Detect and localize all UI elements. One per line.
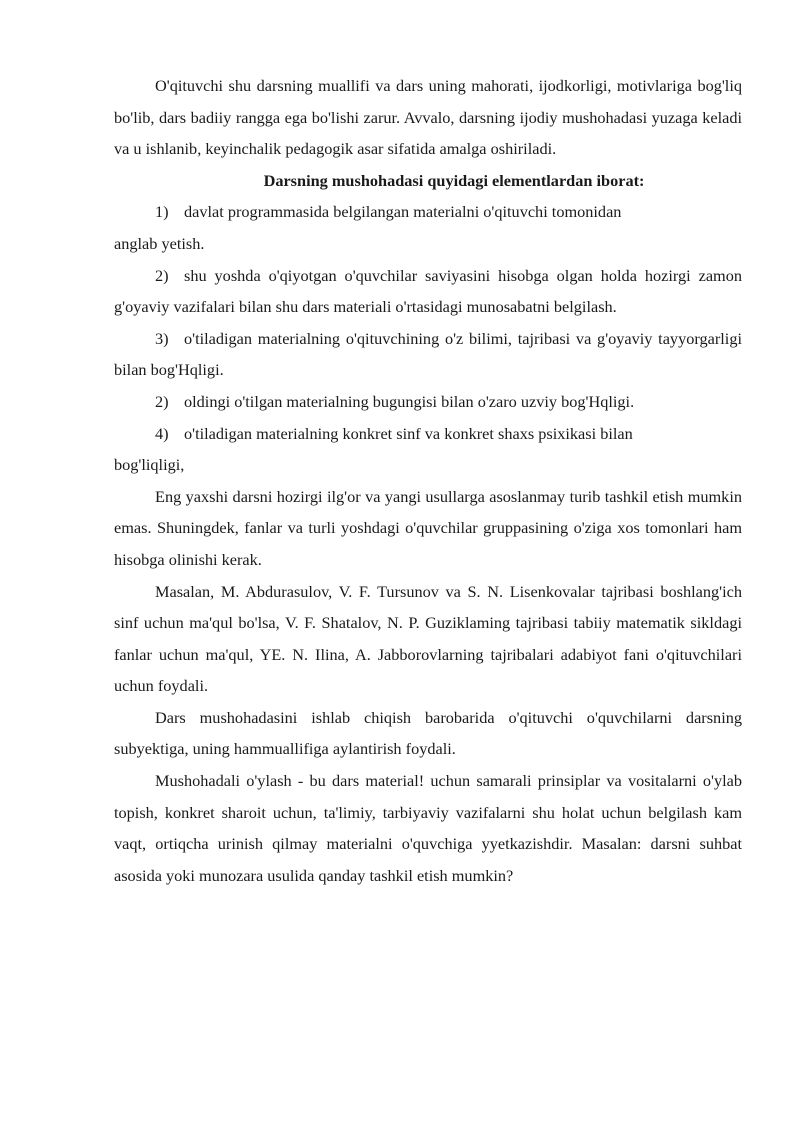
document-body xyxy=(114,70,742,891)
list-item xyxy=(114,196,742,259)
list-item-number: 3) xyxy=(155,328,169,348)
list-item xyxy=(114,323,742,386)
paragraph-dars: Dars mushohadasini ishlab chiqish barobarida o'qituvchi o'quvchilarni darsning subyektiga, uning hammuallifiga aylantirish foydali. xyxy=(114,707,742,759)
paragraph-masalan: Masalan, M. Abdurasulov, V. F. Tursunov va S. N. Lisenkovalar tajribasi boshlang'ich sinf uchun ma'qul bo'lsa, V. F. Shatalov, N. P. Guziklaming tajribasi tabiiy matematik sikldagi fanlar uchun ma'qul, YE. N. Ilina, A. Jabborovlarning tajribalari adabiyot fani o'qituvchilari uchun foydali. xyxy=(114,581,742,696)
list-item-text: o'tiladigan materialning konkret sinf va konkret shaxs psixikasi bilan xyxy=(184,423,633,443)
paragraph-mushohadali: Mushohadali o'ylash - bu dars material! uchun samarali prinsiplar va vositalarni o'ylab topish, konkret sharoit uchun, ta'limiy, tarbiyaviy vazifalarni shu holat uchun belgilash kam vaqt, ortiqcha urinish qilmay materialni o'quvchiga yyetkazishdir. Masalan: darsni suhbat asosida yoki munozara usulida qanday tashkil etish mumkin? xyxy=(114,771,742,885)
list-item-number: 2) xyxy=(155,391,169,411)
list-item-number: 1) xyxy=(155,202,169,222)
list-item-text: shu yoshda o'qiyotgan o'quvchilar saviyasini hisobga olgan holda hozirgi zamon g'oyaviy vazifalari bilan shu dars materiali o'rtasidagi munosabatni belgilash. xyxy=(114,265,742,317)
list-item-text: davlat programmasida belgilangan materialni o'qituvchi tomonidan xyxy=(184,202,622,222)
list-item xyxy=(114,386,742,418)
paragraph-eng: Eng yaxshi darsni hozirgi ilg'or va yangi usullarga asoslanmay turib tashkil etish mumkin emas. Shuningdek, fanlar va turli yoshdagi o'quvchilar gruppasining o'ziga xos tomonlari ham hisobga olinishi kerak. xyxy=(114,486,742,569)
list-item-text-continuation: bog'liqligi, xyxy=(114,455,185,475)
paragraph-intro: O'qituvchi shu darsning muallifi va dars uning mahorati, ijodkorligi, motivlariga bog'liq bo'lib, dars badiiy rangga ega bo'lishi zarur. Avvalo, darsning ijodiy mushohadasi yuzaga keladi va u ishlanib, keyinchalik pedagogik asar sifatida amalga oshiriladi. xyxy=(114,76,742,159)
list-item-text-continuation: anglab yetish. xyxy=(114,233,205,253)
list-item-text: o'tiladigan materialning o'qituvchining o'z bilimi, tajribasi va g'oyaviy tayyorgarligi bilan bog'Hqligi. xyxy=(114,328,742,380)
list-item-number: 2) xyxy=(155,265,169,285)
list-item-text: oldingi o'tilgan materialning bugungisi bilan o'zaro uzviy bog'Hqligi. xyxy=(184,391,635,411)
list-item xyxy=(114,260,742,323)
section-heading: Darsning mushohadasi quyidagi elementlardan iborat: xyxy=(263,170,645,190)
list-item xyxy=(114,418,742,481)
list-item-number: 4) xyxy=(155,423,169,443)
